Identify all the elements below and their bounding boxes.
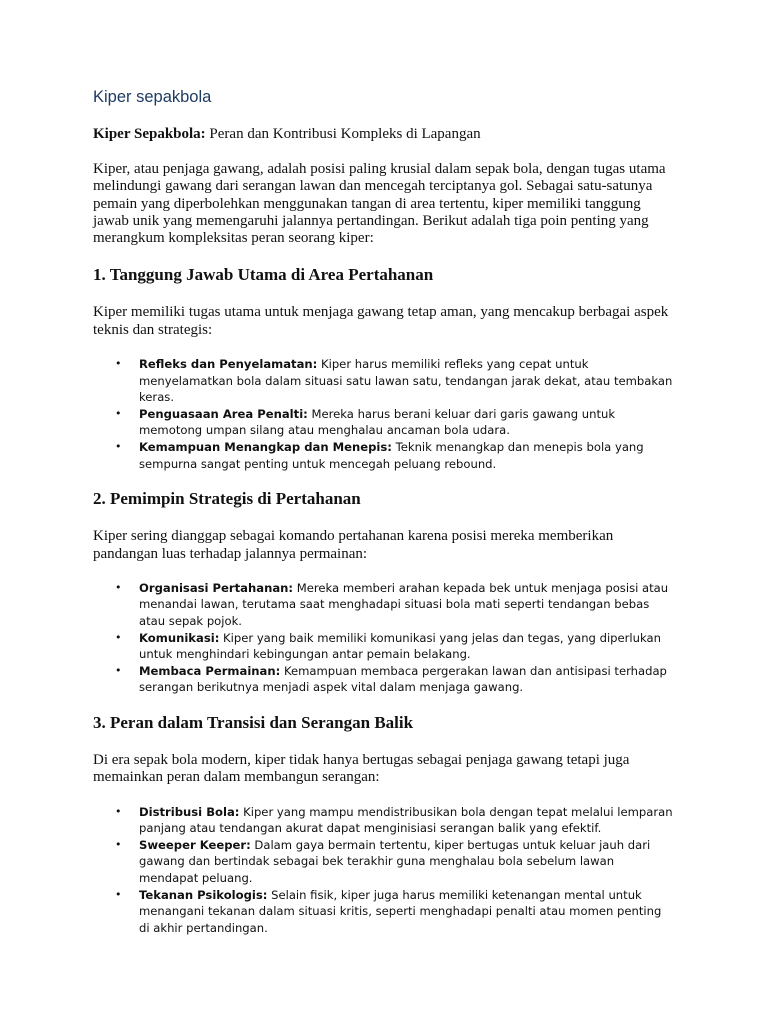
- bullet-list: [93, 356, 673, 472]
- item-text: Teknik menangkap dan menepis bola yang sempurna sangat penting untuk mencegah peluang rebound.: [139, 440, 644, 471]
- bullet-icon: •: [115, 804, 122, 818]
- list-item: [93, 630, 673, 663]
- item-text: Selain fisik, kiper juga harus memiliki ketenangan mental untuk menangani tekanan dalam situasi kritis, seperti menghadapi penalti atau momen penting di akhir pertandingan.: [139, 887, 662, 935]
- intro-paragraph: Kiper, atau penjaga gawang, adalah posisi paling krusial dalam sepak bola, dengan tugas utama melindungi gawang dari serangan lawan dan mencegah terciptanya gol. Sebagai satu-satunya pemain yang diperbolehkan menggunakan tangan di area tertentu, kiper memiliki tanggung jawab unik yang memengaruhi jalannya pertandingan. Berikut adalah tiga poin penting yang merangkum kompleksitas peran seorang kiper:: [93, 161, 666, 247]
- list-item: [93, 663, 673, 696]
- section-heading: 2. Pemimpin Strategis di Pertahanan: [93, 489, 361, 509]
- bullet-icon: •: [115, 887, 122, 901]
- item-text: Mereka memberi arahan kepada bek untuk menjaga posisi atau menandai lawan, terutama saat menghadapi situasi bola mati seperti tendangan bebas atau sepak pojok.: [139, 580, 669, 629]
- bullet-icon: •: [115, 837, 122, 851]
- item-term: Komunikasi:: [139, 630, 220, 645]
- subtitle-bold: Kiper Sepakbola:: [93, 126, 206, 142]
- section-2: [93, 488, 673, 696]
- item-term: Refleks dan Penyelamatan:: [139, 357, 318, 372]
- item-text: Mereka harus berani keluar dari garis gawang untuk memotong umpan silang atau menghalau ancaman bola udara.: [139, 406, 616, 438]
- item-term: Tekanan Psikologis:: [139, 887, 268, 902]
- bullet-list: [93, 580, 673, 696]
- document-subtitle: [93, 125, 673, 143]
- bullet-icon: •: [115, 440, 122, 454]
- bullet-icon: •: [115, 357, 122, 371]
- item-text: Kiper harus memiliki refleks yang cepat untuk menyelamatkan bola dalam situasi satu lawan satu, tendangan jarak dekat, atau tembakan keras.: [139, 357, 673, 405]
- item-term: Kemampuan Menangkap dan Menepis:: [139, 440, 392, 455]
- document-page: [93, 86, 673, 952]
- section-heading: 3. Peran dalam Transisi dan Serangan Balik: [93, 712, 414, 732]
- item-term: Membaca Permainan:: [139, 663, 281, 678]
- section-paragraph: Kiper memiliki tugas utama untuk menjaga gawang tetap aman, yang mencakup berbagai aspek teknis dan strategis:: [93, 304, 669, 338]
- list-item: [93, 887, 673, 937]
- section-paragraph: Kiper sering dianggap sebagai komando pertahanan karena posisi mereka memberikan pandangan luas terhadap jalannya permainan:: [93, 528, 614, 562]
- item-term: Organisasi Pertahanan:: [139, 580, 294, 595]
- bullet-list: [93, 804, 673, 937]
- list-item: [93, 439, 673, 472]
- list-item: [93, 804, 673, 837]
- item-text: Kiper yang baik memiliki komunikasi yang jelas dan tegas, yang diperlukan untuk menghindari kebingungan antar pemain belakang.: [139, 630, 661, 662]
- list-item: [93, 406, 673, 439]
- bullet-icon: •: [115, 663, 122, 677]
- section-heading: 1. Tanggung Jawab Utama di Area Pertahanan: [93, 265, 434, 285]
- document-title: Kiper sepakbola: [93, 88, 212, 106]
- list-item: [93, 356, 673, 406]
- item-term: Penguasaan Area Penalti:: [139, 406, 308, 421]
- list-item: [93, 580, 673, 630]
- bullet-icon: •: [115, 580, 122, 594]
- item-text: Kemampuan membaca pergerakan lawan dan antisipasi terhadap serangan berikutnya menjadi aspek vital dalam menjaga gawang.: [139, 663, 667, 695]
- section-3: [93, 712, 673, 936]
- list-item: [93, 837, 673, 887]
- bullet-icon: •: [115, 630, 122, 644]
- bullet-icon: •: [115, 406, 122, 420]
- item-term: Distribusi Bola:: [139, 804, 240, 819]
- section-paragraph: Di era sepak bola modern, kiper tidak hanya bertugas sebagai penjaga gawang tetapi juga memainkan peran dalam membangun serangan:: [93, 751, 630, 786]
- item-term: Sweeper Keeper:: [139, 837, 251, 852]
- section-1: [93, 264, 673, 472]
- item-text: Dalam gaya bermain tertentu, kiper bertugas untuk keluar jauh dari gawang dan bertindak sebagai bek terakhir guna menghalau bola sebelum lawan mendapat peluang.: [139, 837, 651, 885]
- subtitle-rest: Peran dan Kontribusi Kompleks di Lapangan: [205, 126, 481, 142]
- item-text: Kiper yang mampu mendistribusikan bola dengan tepat melalui lemparan panjang atau tendangan akurat dapat menginisiasi serangan balik yang efektif.: [139, 804, 673, 836]
